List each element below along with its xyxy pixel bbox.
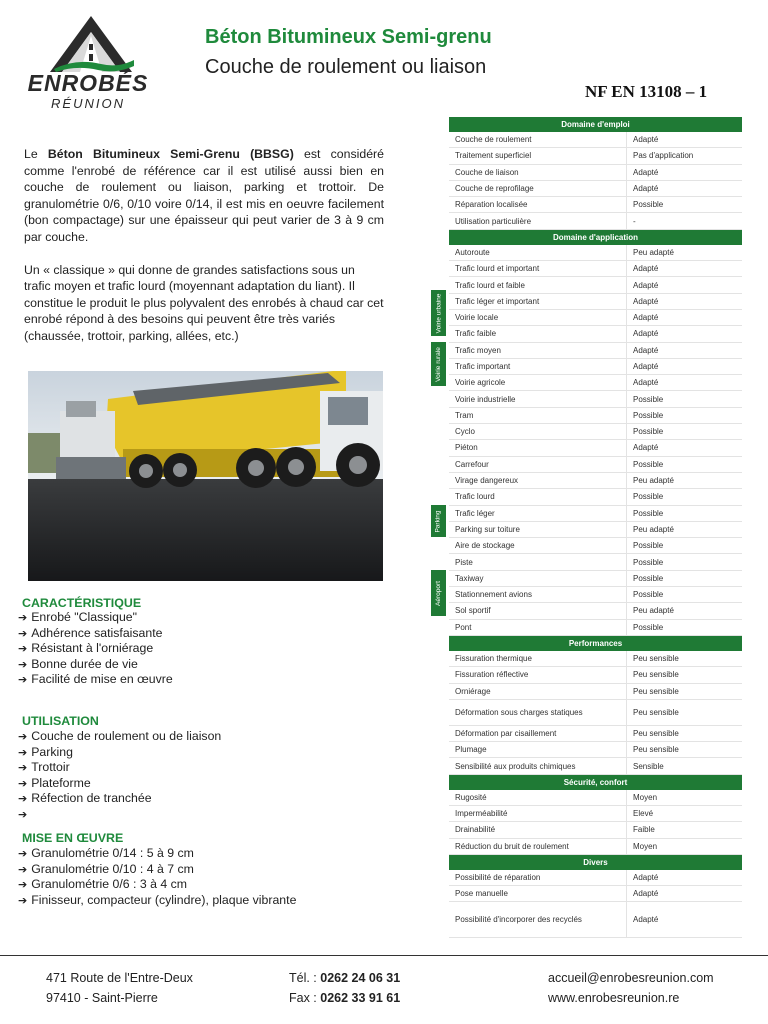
table-row: [449, 457, 742, 473]
table-row: [449, 902, 742, 938]
caracteristique-list: [18, 610, 173, 688]
table-row: [449, 277, 742, 293]
footer-divider: [0, 955, 768, 956]
footer-address-line-2: 97410 - Saint-Pierre: [46, 991, 158, 1005]
table-row: [449, 424, 742, 440]
table-row: [449, 758, 742, 774]
table-cell-label: Déformation sous charges statiques: [449, 700, 627, 725]
list-item: ➔ Résistant à l'orniérage: [18, 641, 173, 657]
mise-en-oeuvre-list: [18, 846, 296, 908]
footer-email-link[interactable]: accueil@enrobesreunion.com: [548, 971, 714, 985]
table-cell-value: Adapté: [633, 264, 659, 274]
list-item: ➔ Parking: [18, 745, 221, 761]
section-title-utilisation: UTILISATION: [22, 714, 99, 728]
table-cell-value: Possible: [633, 200, 664, 210]
table-cell-label: Couche de reprofilage: [449, 181, 627, 196]
table-row: [449, 310, 742, 326]
table-cell-label: Voirie locale: [449, 310, 627, 325]
table-cell-label: Carrefour: [449, 457, 627, 472]
table-cell-label: Pont: [449, 620, 627, 635]
table-row: [449, 375, 742, 391]
table-row: [449, 726, 742, 742]
product-name: Béton Bitumineux Semi-Grenu (BBSG): [47, 147, 294, 161]
table-cell-label: Orniérage: [449, 684, 627, 699]
table-row: [449, 261, 742, 277]
norm-reference: NF EN 13108 – 1: [585, 82, 708, 101]
company-logo: [26, 14, 150, 110]
table-cell-value: Peu adapté: [633, 606, 674, 616]
page-subtitle: Couche de roulement ou liaison: [205, 56, 487, 78]
page-title: Béton Bitumineux Semi-grenu: [205, 26, 492, 48]
table-cell-value: Sensible: [633, 761, 664, 771]
table-cell-value: Peu adapté: [633, 476, 674, 486]
table-section-header: Domaine d'emploi: [449, 117, 742, 132]
table-row: [449, 359, 742, 375]
table-row: [449, 870, 742, 886]
table-row: [449, 408, 742, 424]
table-cell-label: Autoroute: [449, 245, 627, 260]
table-row: [449, 587, 742, 603]
table-cell-label: Virage dangereux: [449, 473, 627, 488]
table-cell-label: Possibilité d'incorporer des recyclés: [449, 902, 627, 937]
table-cell-label: Réparation localisée: [449, 197, 627, 212]
table-cell-label: Trafic moyen: [449, 343, 627, 358]
table-row: [449, 197, 742, 213]
table-cell-label: Stationnement avions: [449, 587, 627, 602]
intro-paragraph-1: Le Béton Bitumineux Semi-Grenu (BBSG) est considéré comme l'enrobé de référence car il est utilisé aussi bien en couche de roulement ou liaison, parking et trottoir. De granulométrie 0/6, 0/10 voire 0/14, il est mis en oeuvre facilement (bon compactage) sur une épaisseur qui peut varier de 3 à 9 cm par couche.: [24, 147, 384, 244]
table-row: [449, 571, 742, 587]
table-cell-label: Voirie agricole: [449, 375, 627, 390]
table-cell-label: Piéton: [449, 440, 627, 455]
list-item: ➔ Granulométrie 0/14 : 5 à 9 cm: [18, 846, 296, 862]
list-item: ➔ Plateforme: [18, 776, 221, 792]
table-cell-value: Peu sensible: [633, 707, 679, 717]
table-row: [449, 148, 742, 164]
table-cell-value: Possible: [633, 541, 664, 551]
table-row: [449, 326, 742, 342]
table-cell-label: Cyclo: [449, 424, 627, 439]
table-cell-label: Trafic lourd et important: [449, 261, 627, 276]
footer-fax: Fax : 0262 33 91 61: [289, 991, 401, 1005]
table-row: [449, 181, 742, 197]
list-item: ➔ Trottoir: [18, 760, 221, 776]
properties-table: [449, 117, 742, 938]
table-cell-value: Peu sensible: [633, 686, 679, 696]
table-cell-value: Peu adapté: [633, 524, 674, 534]
utilisation-list: [18, 729, 221, 823]
table-cell-label: Possibilité de réparation: [449, 870, 627, 885]
table-row: [449, 294, 742, 310]
list-item: ➔ Facilité de mise en œuvre: [18, 672, 173, 688]
table-row: [449, 506, 742, 522]
table-row: [449, 489, 742, 505]
table-cell-label: Trafic léger: [449, 506, 627, 521]
table-cell-value: Moyen: [633, 792, 658, 802]
table-cell-label: Trafic léger et important: [449, 294, 627, 309]
table-cell-value: Adapté: [633, 362, 659, 371]
table-cell-value: Adapté: [633, 167, 659, 177]
table-row: [449, 343, 742, 359]
table-cell-label: Tram: [449, 408, 627, 423]
table-cell-label: Fissuration thermique: [449, 651, 627, 666]
table-cell-value: Adapté: [633, 135, 659, 145]
table-cell-label: Trafic lourd et faible: [449, 277, 627, 292]
table-section-header: Domaine d'application: [449, 230, 742, 245]
table-cell-value: Possible: [633, 459, 664, 469]
table-cell-label: Aire de stockage: [449, 538, 627, 553]
table-cell-value: Possible: [633, 394, 664, 404]
table-cell-label: Trafic important: [449, 359, 627, 374]
table-cell-value: Peu sensible: [633, 654, 679, 664]
list-item: ➔ Granulométrie 0/10 : 4 à 7 cm: [18, 862, 296, 878]
table-cell-value: Moyen: [633, 841, 658, 851]
list-item: ➔ Enrobé "Classique": [18, 610, 173, 626]
footer-phone: Tél. : 0262 24 06 31: [289, 971, 401, 985]
table-row: [449, 684, 742, 700]
table-cell-label: Voirie industrielle: [449, 391, 627, 406]
table-row: [449, 440, 742, 456]
list-item: ➔ Adhérence satisfaisante: [18, 626, 173, 642]
table-cell-value: Possible: [633, 410, 664, 420]
table-cell-label: Trafic faible: [449, 326, 627, 341]
list-item: ➔ Granulométrie 0/6 : 3 à 4 cm: [18, 877, 296, 893]
footer-website-link[interactable]: www.enrobesreunion.re: [548, 991, 680, 1005]
table-row: [449, 822, 742, 838]
table-cell-value: Peu adapté: [633, 247, 674, 257]
table-cell-label: Déformation par cisaillement: [449, 726, 627, 741]
table-cell-value: Possible: [633, 590, 664, 600]
table-row: [449, 806, 742, 822]
logo-roof-icon: [46, 14, 136, 74]
side-tag-voirie-rurale: Voirie rurale: [431, 342, 446, 386]
table-cell-value: Peu sensible: [633, 728, 679, 738]
table-cell-label: Taxiway: [449, 571, 627, 586]
table-row: [449, 603, 742, 619]
table-cell-value: Possible: [633, 622, 664, 632]
table-section-header: Performances: [449, 636, 742, 651]
table-row: [449, 839, 742, 855]
table-row: [449, 742, 742, 758]
table-cell-value: Peu sensible: [633, 670, 679, 680]
table-section-header: Divers: [449, 855, 742, 870]
table-cell-label: Rugosité: [449, 790, 627, 805]
table-cell-label: Sensibilité aux produits chimiques: [449, 758, 627, 773]
table-cell-label: Drainabilité: [449, 822, 627, 837]
table-cell-value: Possible: [633, 557, 664, 567]
table-row: [449, 391, 742, 407]
table-cell-label: Imperméabilité: [449, 806, 627, 821]
logo-name: ENROBÉS: [27, 70, 149, 96]
list-item: ➔ Finisseur, compacteur (cylindre), plaque vibrante: [18, 893, 296, 909]
list-item: ➔ Réfection de tranchée: [18, 791, 221, 807]
table-cell-value: Adapté: [633, 915, 659, 925]
table-cell-value: Possible: [633, 573, 664, 583]
table-cell-label: Utilisation particulière: [449, 213, 627, 228]
table-cell-value: Adapté: [633, 313, 659, 323]
table-row: [449, 165, 742, 181]
list-item: ➔ Couche de roulement ou de liaison: [18, 729, 221, 745]
table-cell-value: Pas d'application: [633, 151, 694, 161]
table-row: [449, 538, 742, 554]
table-cell-value: Peu sensible: [633, 745, 679, 755]
table-cell-value: Adapté: [633, 873, 659, 883]
side-tag-parking: Parking: [431, 505, 446, 537]
table-cell-value: Adapté: [633, 184, 659, 194]
list-item: ➔ Bonne durée de vie: [18, 657, 173, 673]
table-section-header: Sécurité, confort: [449, 775, 742, 790]
side-tag-aeroport: Aéroport: [431, 570, 446, 616]
table-cell-label: Parking sur toiture: [449, 522, 627, 537]
side-tag-voirie-urbaine: Voirie urbaine: [431, 290, 446, 336]
section-title-mise-en-oeuvre: MISE EN ŒUVRE: [22, 831, 124, 845]
logo-subtitle: RÉUNION: [51, 96, 125, 111]
table-row: [449, 651, 742, 667]
table-row: [449, 213, 742, 229]
table-row: [449, 620, 742, 636]
table-cell-label: Piste: [449, 554, 627, 569]
table-cell-value: -: [633, 216, 636, 226]
table-row: [449, 132, 742, 148]
table-row: [449, 790, 742, 806]
table-cell-value: Adapté: [633, 296, 659, 306]
table-cell-value: Possible: [633, 427, 664, 437]
table-cell-label: Plumage: [449, 742, 627, 757]
table-row: [449, 522, 742, 538]
intro-paragraph-2: Un « classique » qui donne de grandes satisfactions sous un trafic moyen et trafic lourd (moyennant adaptation du liant). Il constitue le produit le plus polyvalent des enrobés à chaud car cet enrobé répond à des besoins qui peuvent être très variés (chaussée, trottoir, parking, allées, etc.): [24, 262, 384, 343]
table-cell-label: Couche de liaison: [449, 165, 627, 180]
table-row: [449, 554, 742, 570]
table-cell-label: Sol sportif: [449, 603, 627, 618]
table-cell-value: Adapté: [633, 280, 659, 290]
paving-truck-photo: [28, 371, 383, 581]
table-row: [449, 473, 742, 489]
intro-text: [24, 146, 384, 345]
table-cell-label: Couche de roulement: [449, 132, 627, 147]
table-cell-value: Adapté: [633, 889, 659, 899]
footer-address-line-1: 471 Route de l'Entre-Deux: [46, 971, 193, 985]
table-row: [449, 667, 742, 683]
table-cell-value: Possible: [633, 508, 664, 518]
section-title-caracteristique: CARACTÉRISTIQUE: [22, 596, 142, 610]
table-cell-value: Adapté: [633, 443, 659, 453]
table-cell-value: Elevé: [633, 809, 654, 819]
table-cell-value: Adapté: [633, 329, 659, 339]
table-cell-value: Adapté: [633, 378, 659, 388]
table-cell-value: Faible: [633, 825, 655, 835]
table-row: [449, 700, 742, 726]
table-cell-label: Fissuration réflective: [449, 667, 627, 682]
table-cell-label: Traitement superficiel: [449, 148, 627, 163]
table-cell-label: Trafic lourd: [449, 489, 627, 504]
list-item: [18, 807, 221, 823]
table-row: [449, 886, 742, 902]
table-cell-label: Pose manuelle: [449, 886, 627, 901]
table-cell-label: Réduction du bruit de roulement: [449, 839, 627, 854]
table-row: [449, 245, 742, 261]
table-cell-value: Possible: [633, 492, 664, 502]
table-cell-value: Adapté: [633, 345, 659, 355]
